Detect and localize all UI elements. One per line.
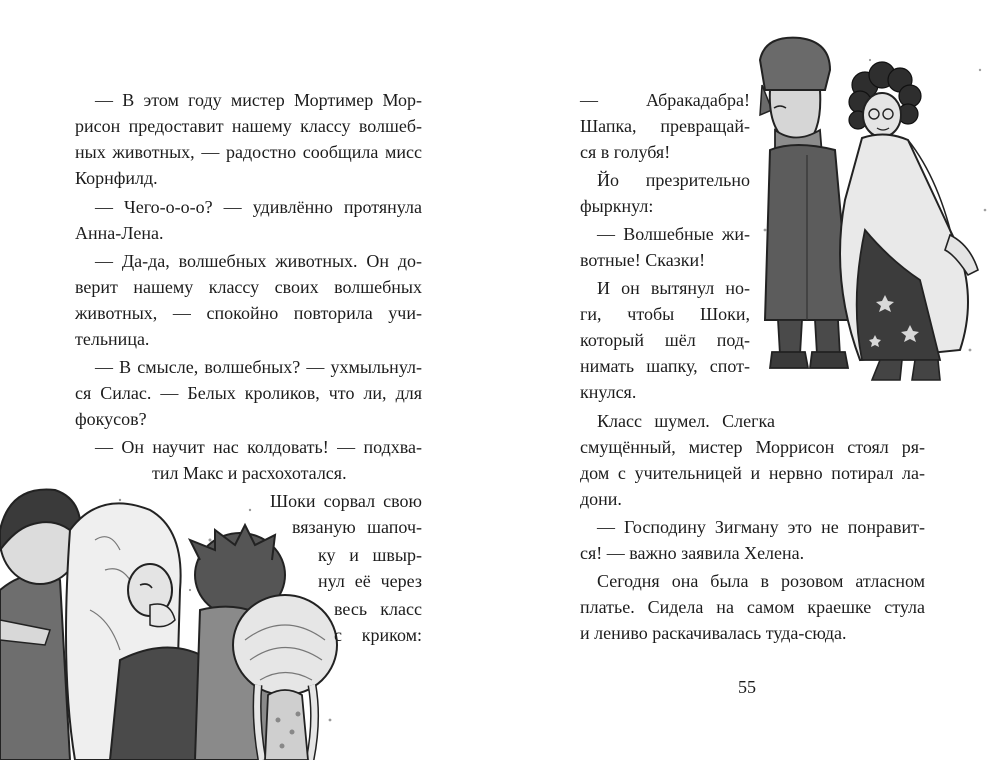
text-line: вязаную шапоч- <box>292 517 422 537</box>
text-line: ги, чтобы Шоки, <box>580 304 750 324</box>
text-line: Шоки сорвал свою <box>270 491 422 511</box>
text-line: верит нашему классу своих волшебных <box>75 277 422 297</box>
mr-morrison-and-teacher-illustration <box>750 30 995 400</box>
text-line: нул её через <box>318 571 422 591</box>
text-line: кнулся. <box>580 382 637 402</box>
text-line: вотные! Сказки! <box>580 250 706 270</box>
text-line: — Господину Зигману это не понравит- <box>597 517 925 537</box>
text-line: ку и швыр- <box>318 545 422 565</box>
text-line: который шёл под- <box>580 330 750 350</box>
text-line: тил Макс и расхохотался. <box>152 463 347 483</box>
text-line: — Чего-о-о-о? — удивлённо протянула <box>95 197 422 217</box>
text-line: — В этом году мистер Мортимер Мор- <box>95 90 422 110</box>
text-line: животных, — спокойно повторила учи- <box>75 303 422 323</box>
text-line: нимать шапку, спот- <box>580 356 750 376</box>
text-line: — В смысле, волшебных? — ухмыльнул- <box>95 357 422 377</box>
text-line: тельница. <box>75 329 150 349</box>
text-line: смущённый, мистер Моррисон стоял ря- <box>580 437 925 457</box>
text-line: и лениво раскачивалась туда-сюда. <box>580 623 847 643</box>
text-line: ся в голубя! <box>580 142 671 162</box>
text-line: дом с учительницей и нервно потирал ла- <box>580 463 925 483</box>
text-line: весь класс <box>334 599 422 619</box>
text-line: Сегодня она была в розовом атласном <box>597 571 925 591</box>
text-line: Класс шумел. Слегка <box>597 411 775 431</box>
text-line: ных животных, — радостно сообщила мисс <box>75 142 422 162</box>
text-line: ся! — важно заявила Хелена. <box>580 543 805 563</box>
text-line: — Да-да, волшебных животных. Он до- <box>95 251 422 271</box>
text-line: — Абракадабра! <box>580 90 750 110</box>
text-line: с криком: <box>334 625 422 645</box>
text-line: — Волшебные жи- <box>597 224 750 244</box>
text-line: ся Силас. — Белых кроликов, что ли, для <box>75 383 422 403</box>
right-page <box>500 0 1000 760</box>
text-line: Корнфилд. <box>75 168 158 188</box>
page-number: 55 <box>738 677 756 697</box>
text-line: дони. <box>580 489 622 509</box>
text-line: Йо презрительно <box>597 170 750 190</box>
text-line: фокусов? <box>75 409 147 429</box>
text-line: фыркнул: <box>580 196 654 216</box>
text-line: И он вытянул но- <box>597 278 750 298</box>
text-line: Шапка, превращай- <box>580 116 750 136</box>
text-line: рисон предоставит нашему классу волшеб- <box>75 116 422 136</box>
text-line: — Он научит нас колдовать! — подхва- <box>95 437 422 457</box>
text-line: платье. Сидела на самом краешке стула <box>580 597 925 617</box>
text-line: Анна-Лена. <box>75 223 164 243</box>
